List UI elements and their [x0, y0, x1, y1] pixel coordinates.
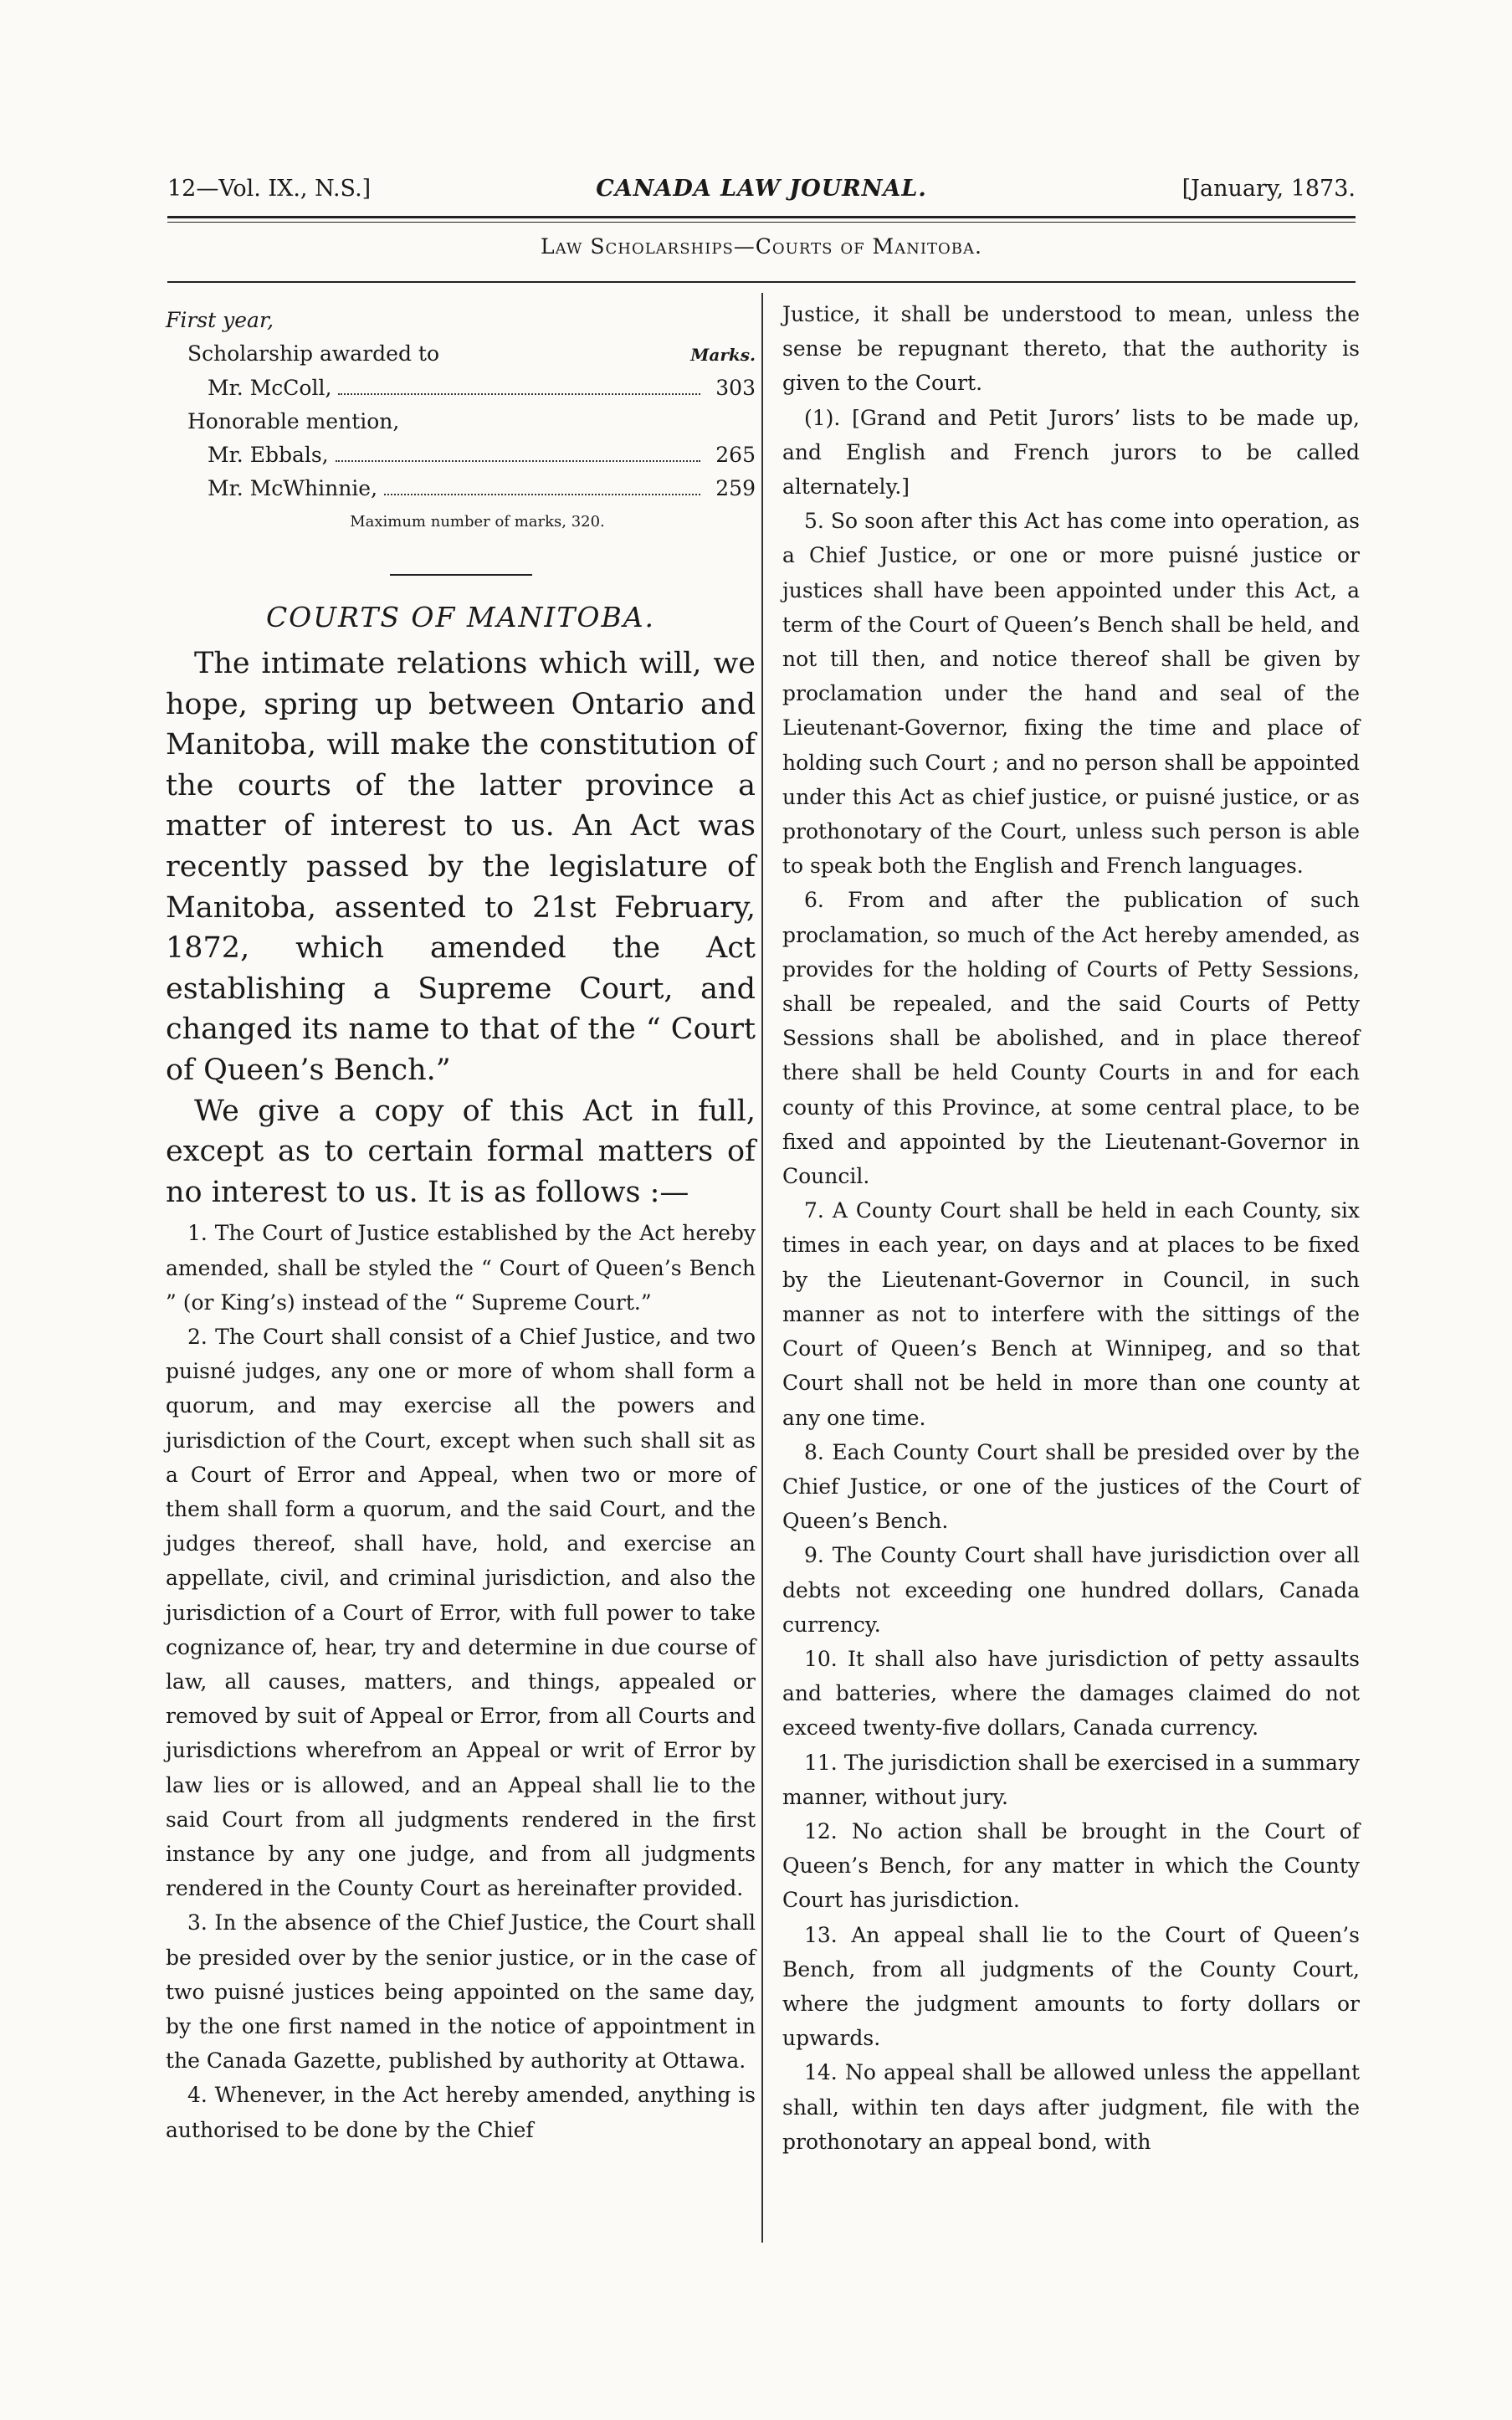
act-section: 4. Whenever, in the Act hereby amended, anything is authorised to be done by the Chief — [166, 2083, 756, 2142]
short-divider-rule — [390, 574, 532, 576]
act-section: 10. It shall also have jurisdiction of petty assaults and batteries, where the damages claimed do not exceed twenty-five dollars, Canada currency. — [782, 1646, 1360, 1741]
winner-marks: 303 — [715, 376, 756, 400]
marks-heading: Marks. — [690, 345, 756, 365]
honorable-name: Mr. McWhinnie, — [208, 476, 378, 500]
scholarship-awarded-row — [166, 337, 756, 372]
act-section-continued: Justice, it shall be understood to mean, unless the sense be repugnant thereto, that the authority is given to the Court. — [782, 302, 1360, 396]
leader-dots — [338, 393, 700, 395]
running-head — [167, 176, 1356, 209]
winner-row — [166, 372, 756, 405]
winner-name: Mr. McColl, — [208, 376, 332, 400]
act-section: 2. The Court shall consist of a Chief Justice, and two puisné judges, any one or more of whom shall form a quorum, and may exercise all the powers and jurisdiction of the Court, except when such shall sit as a Court of Error and Appeal, when two or more of them shall form a quorum, and the said Court, and the judges thereof, shall have, hold, and exercise an appellate, civil, and criminal jurisdiction, and also the jurisdiction of a Court of Error, with full power to take cognizance of, hear, try and determine in due course of law, all causes, matters, and things, appealed or removed by suit of Appeal or Error, from all Courts and jurisdictions wherefrom an Appeal or writ of Error by law lies or is allowed, and an Appeal shall lie to the said Court from all judgments rendered in the first instance by any one judge, and from all judgments rendered in the County Court as hereinafter provided. — [166, 1324, 756, 1901]
act-section: 1. The Court of Justice established by the Act hereby amended, shall be styled the “ Court of Queen’s Bench ” (or King’s) instead of the “ Supreme Court.” — [166, 1221, 756, 1315]
act-section: 11. The jurisdiction shall be exercised in a summary manner, without jury. — [782, 1750, 1360, 1809]
act-section: 6. From and after the publication of such proclamation, so much of the Act hereby amended, as provides for the holding of Courts of Petty Sessions, shall be repealed, and the said Courts of Petty Sessions shall be abolished, and in place thereof there shall be held County Courts in and for each county of this Province, at some central place, to be fixed and appointed by the Lieutenant-Governor in Council. — [782, 888, 1360, 1189]
act-section: 12. No action shall be brought in the Court of Queen’s Bench, for any matter in which the County Court has jurisdiction. — [782, 1818, 1360, 1913]
right-column — [782, 297, 1360, 2159]
leader-dots — [384, 494, 700, 495]
journal-title: CANADA LAW JOURNAL. — [596, 176, 927, 202]
act-section: 14. No appeal shall be allowed unless the appellant shall, within ten days after judgment, file with the prothonotary an appeal bond, with — [782, 2060, 1360, 2154]
section-rule — [167, 281, 1356, 283]
column-divider — [761, 293, 763, 2243]
header-double-rule — [167, 216, 1356, 223]
honorable-row — [166, 438, 756, 472]
page-volume-label: 12—Vol. IX., N.S.] — [167, 176, 372, 202]
intro-paragraph: The intimate relations which will, we hope, spring up between Ontario and Manitoba, will make the constitution of the courts of the latter province a matter of interest to us. An Act was recently passed by the legislature of Manitoba, assented to 21st February, 1872, which amended the Act establishing a Supreme Court, and changed its name to that of the “ Court of Queen’s Bench.” — [166, 647, 756, 1087]
issue-date: [January, 1873. — [1181, 176, 1356, 202]
act-sections-right — [782, 297, 1360, 2159]
act-section: (1). [Grand and Petit Jurors’ lists to be made up, and English and French jurors to be called alternately.] — [782, 405, 1360, 500]
honorable-row — [166, 472, 756, 505]
act-section: 13. An appeal shall lie to the Court of Queen’s Bench, from all judgments of the County Court, where the judgment amounts to forty dollars or upwards. — [782, 1922, 1360, 2051]
act-section: 7. A County Court shall be held in each County, six times in each year, on days and at places to be fixed by the Lieutenant-Governor in Council, in such manner as not to interfere with the sittings of the Court of Queen’s Bench at Winnipeg, and so that Court shall not be held in more than one county at any one time. — [782, 1198, 1360, 1430]
awarded-label: Scholarship awarded to — [187, 341, 440, 366]
act-sections-left — [166, 1216, 756, 2146]
article-intro — [166, 643, 756, 1213]
intro-paragraph: We give a copy of this Act in full, except as to certain formal matters of no interest to us. It is as follows :— — [166, 1094, 756, 1209]
scholarship-year: First year, — [166, 308, 274, 332]
maximum-marks-note: Maximum number of marks, 320. — [350, 513, 605, 531]
act-section: 5. So soon after this Act has come into operation, as a Chief Justice, or one or more puisné justice or justices shall have been appointed under this Act, a term of the Court of Queen’s Bench shall be held, and not till then, and notice thereof shall be given by proclamation under the hand and seal of the Lieutenant-Governor, fixing the time and place of holding such Court ; and no person shall be appointed under this Act as chief justice, or puisné justice, or as prothonotary of the Court, unless such person is able to speak both the English and French languages. — [782, 509, 1360, 879]
scholarship-list — [166, 304, 756, 539]
honorable-marks: 265 — [715, 443, 756, 467]
act-section: 3. In the absence of the Chief Justice, the Court shall be presided over by the senior justice, or in the case of two puisné justices being appointed on the same day, by the one first named in the notice of appointment in the Canada Gazette, published by authority at Ottawa. — [166, 1910, 756, 2074]
honorable-name: Mr. Ebbals, — [208, 443, 329, 467]
honorable-marks: 259 — [715, 476, 756, 500]
section-heading: Law Scholarships—Courts of Manitoba. — [541, 234, 982, 259]
left-column — [166, 297, 756, 2147]
leader-dots — [336, 460, 700, 462]
honorable-label: Honorable mention, — [187, 409, 400, 433]
article-title: COURTS OF MANITOBA. — [265, 601, 656, 633]
act-section: 8. Each County Court shall be presided over by the Chief Justice, or one of the justices of the Court of Queen’s Bench. — [782, 1439, 1360, 1534]
act-section: 9. The County Court shall have jurisdiction over all debts not exceeding one hundred dollars, Canada currency. — [782, 1543, 1360, 1637]
